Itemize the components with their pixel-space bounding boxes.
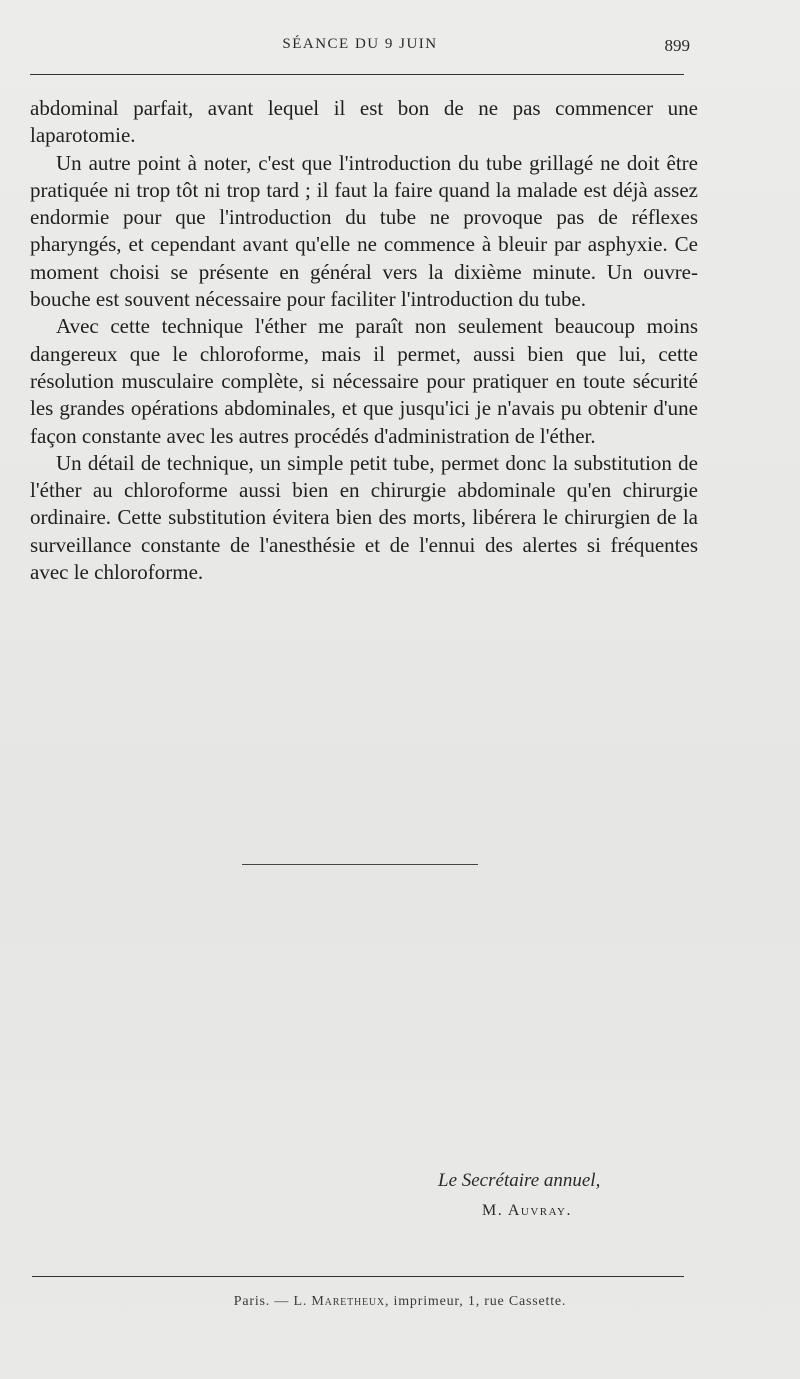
header-rule: [30, 74, 684, 75]
signature-title: Le Secrétaire annuel,: [438, 1170, 601, 1191]
imprint-suffix: , imprimeur, 1, rue Cassette.: [384, 1294, 567, 1309]
imprint-prefix: Paris. —: [233, 1294, 294, 1309]
paragraph-4: Un détail de technique, un simple petit tube, permet donc la substitution de l'éther au chloroforme aussi bien en chirurgie abdominale qu'en chirurgie ordinaire. Cette substitution évitera bien des morts, libérera le chirurgien de la surveillance constante de l'anesthésie et de l'ennui des alertes si fréquentes avec le chloroforme.: [30, 450, 698, 585]
footer-rule: [32, 1276, 684, 1277]
printer-imprint: [0, 1294, 800, 1310]
paragraph-3: Avec cette technique l'éther me paraît non seulement beaucoup moins dangereux que le chloroforme, mais il permet, aussi bien que lui, cette résolution musculaire complète, si nécessaire pour pratiquer en toute sécurité les grandes opérations abdominales, et que jusqu'ici je n'avais pu obtenir d'une façon constante avec les autres procédés d'administration de l'éther.: [30, 314, 698, 448]
signature-block: [438, 1170, 658, 1220]
section-divider: [242, 864, 478, 865]
running-head: [30, 36, 690, 60]
paragraph-2: Un autre point à noter, c'est que l'introduction du tube grillagé ne doit être pratiquée ni trop tôt ni trop tard ; il faut la faire quand la malade est déjà assez endormie pour que l'introduction du tube ne provoque pas de réflexes pharyngés, et cependant avant qu'elle ne commence à bleuir par asphyxie. Ce moment choisi se présente en général vers la dixième minute. Un ouvre-bouche est souvent nécessaire pour faciliter l'introduction du tube.: [30, 150, 698, 312]
body-text: [30, 95, 698, 586]
running-title: SÉANCE DU 9 JUIN: [282, 36, 438, 52]
signature-name: M. Auvray.: [482, 1202, 573, 1219]
page-number: 899: [664, 36, 690, 55]
paragraph-1: abdominal parfait, avant lequel il est bon de ne pas commencer une laparotomie.: [30, 96, 698, 148]
printer-name: L. Maretheux: [293, 1294, 385, 1309]
